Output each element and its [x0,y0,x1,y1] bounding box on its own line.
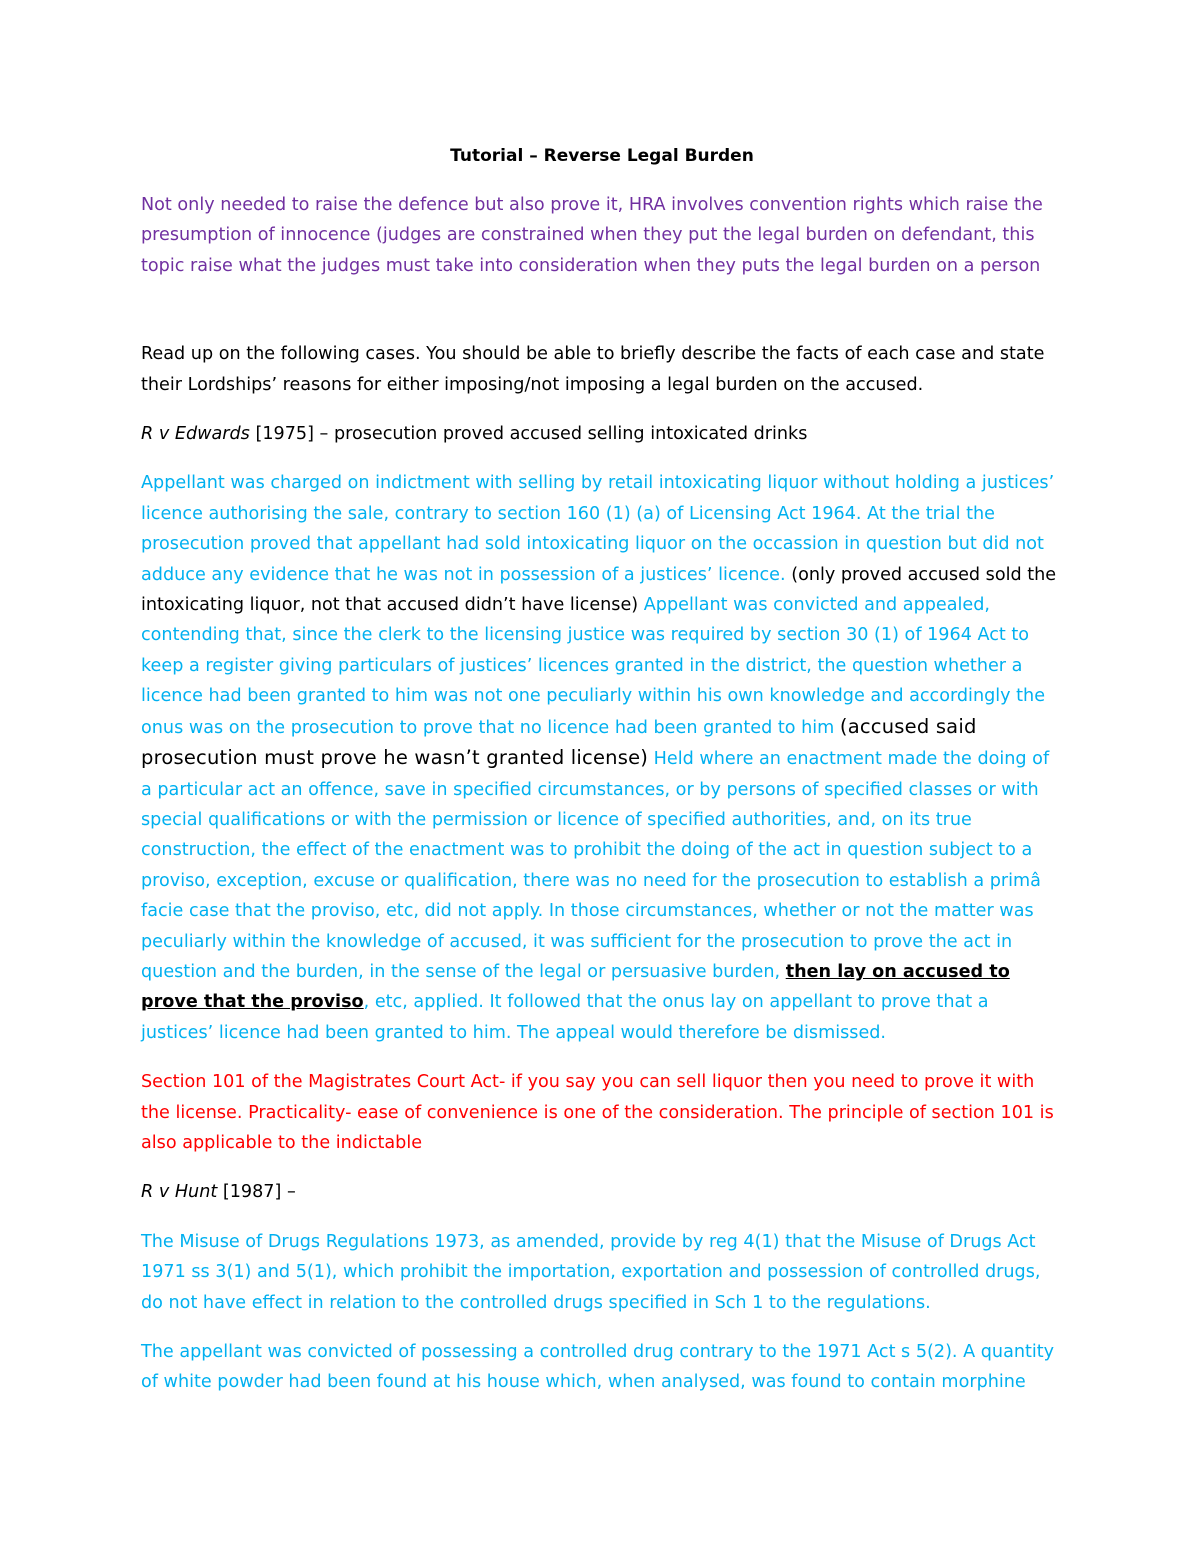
case1-text-3: Held where an enactment made the doing of a particular act an offence, save in specified circumstances, or by persons of specified classes or with special qualifications or with the permission or licence of specified authorities, and, on its true construction, the effect of the enactment was to prohibit the doing of the act in question subject to a proviso, exception, excuse or qualification, there was no need for the prosecution to establish a primâ facie case that the proviso, etc, did not apply. In those circumstances, whether or not the matter was peculiarly within the knowledge of accused, it was sufficient for the prosecution to prove the act in question and the burden, in the sense of the legal or persuasive burden, [141,749,1050,982]
case1-facts [141,468,1063,1048]
case1-emphasis: then lay on accused to prove that the proviso [141,961,1010,1013]
document-title: Tutorial – Reverse Legal Burden [450,146,754,166]
case2-text-1: The Misuse of Drugs Regulations 1973, as amended, provide by reg 4(1) that the Misuse of Drugs Act 1971 ss 3(1) and 5(1), which prohibit the importation, exportation and possession of controlled drugs, do not have effect in relation to the controlled drugs specified in Sch 1 to the regulations. [141,1231,1041,1313]
case1-heading [141,419,1063,449]
case2-heading [141,1177,1063,1207]
case1-year: [1975] – [249,424,334,445]
spacer [141,281,1063,339]
case1-text-2: Appellant was convicted and appealed, contending that, since the clerk to the licensing justice was required by section 30 (1) of 1964 Act to keep a register giving particulars of justices’ licences granted in the district, the question whether a licence had been granted to him was not one peculiarly within his own knowledge and accordingly the onus was on the prosecution to prove that no licence had been granted to him [141,595,1046,738]
case1-summary: prosecution proved accused selling intoxicated drinks [333,424,808,445]
case1-name: R v Edwards [141,424,250,445]
case2-text-2: The appellant was convicted of possessing a controlled drug contrary to the 1971 Act s 5(2). A quantity of white powder had been found at his house which, when analysed, was found to contain morphine [141,1342,1055,1393]
case1-note-1: (only proved accused sold the intoxicating liquor, not that accused didn’t have license) [141,564,1057,616]
case1-text-1: Appellant was charged on indictment with selling by retail intoxicating liquor without holding a justices’ licence authorising the sale, contrary to section 160 (1) (a) of Licensing Act 1964. At the trial the prosecution proved that appellant had sold intoxicating liquor on the occassion in question but did not adduce any evidence that he was not in possession of a justices’ licence. [141,473,1055,585]
case1-text-4: , etc, applied. It followed that the onus lay on appellant to prove that a justices’ licence had been granted to him. The appeal would therefore be dismissed. [141,992,989,1043]
document-body [141,141,1063,1398]
case2-year: [1987] – [217,1182,296,1203]
instructions: Read up on the following cases. You should be able to briefly describe the facts of each case and state their Lordships’ reasons for either imposing/not imposing a legal burden on the accused. [141,344,1045,395]
case2-name: R v Hunt [141,1182,218,1203]
case1-note-2: (accused said prosecution must prove he wasn’t granted license) [141,714,977,770]
case1-comment: Section 101 of the Magistrates Court Act- if you say you can sell liquor then you need to prove it with the license. Practicality- ease of convenience is one of the consideration. The principle of section 101 is also applicable to the indictable [141,1072,1054,1153]
intro-note: Not only needed to raise the defence but also prove it, HRA involves convention rights which raise the presumption of innocence (judges are constrained when they put the legal burden on defendant, this topic raise what the judges must take into consideration when they puts the legal burden on a person [141,195,1043,276]
